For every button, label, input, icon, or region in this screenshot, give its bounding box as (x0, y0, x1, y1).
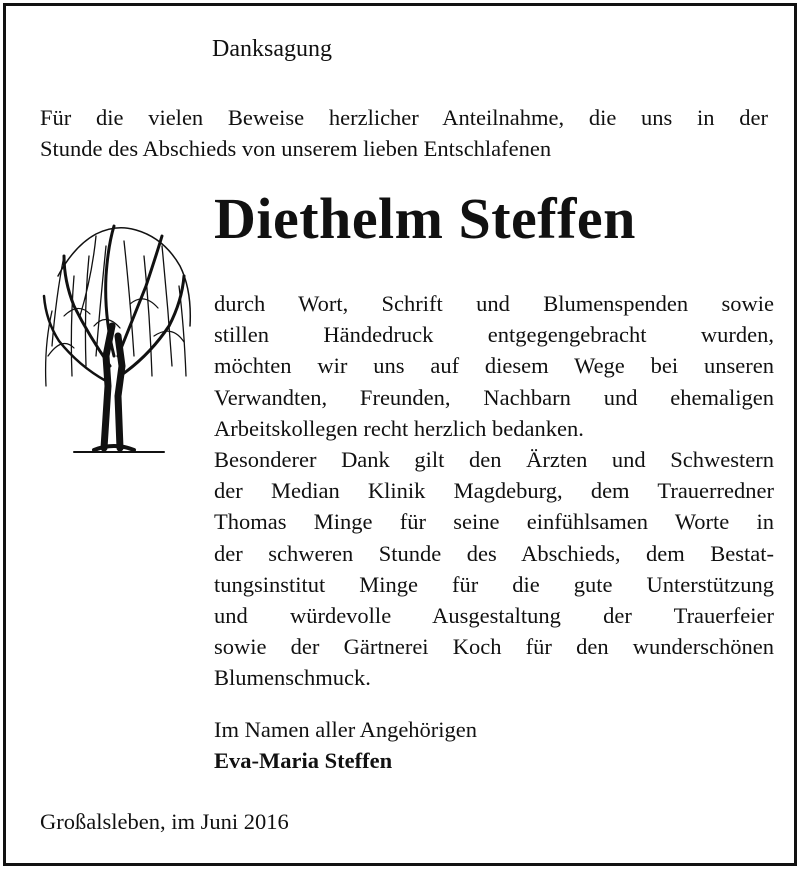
body-line: Blumenschmuck. (214, 665, 371, 691)
body-line: der schweren Stunde des Abschieds, dem Bestat- (214, 540, 774, 566)
willow-tree-icon (34, 216, 196, 456)
body-line: sowie der Gärtnerei Koch für den wunderschönen (214, 634, 774, 660)
obituary-notice (3, 3, 797, 866)
body-line: Thomas Minge für seine einfühlsamen Worte in (214, 509, 774, 535)
signoff-text: Im Namen aller Angehörigen (214, 717, 478, 742)
body-line: Besonderer Dank gilt den Ärzten und Schwestern (214, 447, 774, 473)
body-line: Arbeitskollegen recht herzlich bedanken. (214, 415, 584, 441)
signer-name: Eva-Maria Steffen (214, 748, 393, 773)
deceased-name: Diethelm Steffen (214, 186, 636, 251)
body-line: der Median Klinik Magdeburg, dem Trauerredner (214, 478, 774, 504)
body-line: stillen Händedruck entgegengebracht wurden, (214, 322, 774, 348)
body-line: durch Wort, Schrift und Blumenspenden sowie (214, 291, 774, 316)
body-line: Verwandten, Freunden, Nachbarn und ehemaligen (214, 384, 774, 410)
notice-heading: Danksagung (212, 36, 332, 62)
body-line: tungsinstitut Minge für die gute Unterstützung (214, 571, 774, 597)
intro-line: Stunde des Abschieds von unserem lieben Entschlafenen (40, 136, 552, 161)
intro-line: Für die vielen Beweise herzlicher Anteilnahme, die uns in der (40, 105, 768, 130)
body-text (214, 288, 774, 694)
body-line: möchten wir uns auf diesem Wege bei unseren (214, 353, 774, 379)
signoff-block (214, 714, 477, 776)
place-date: Großalsleben, im Juni 2016 (40, 809, 289, 834)
intro-text (40, 102, 768, 164)
body-line: und würdevolle Ausgestaltung der Trauerfeier (214, 603, 774, 629)
